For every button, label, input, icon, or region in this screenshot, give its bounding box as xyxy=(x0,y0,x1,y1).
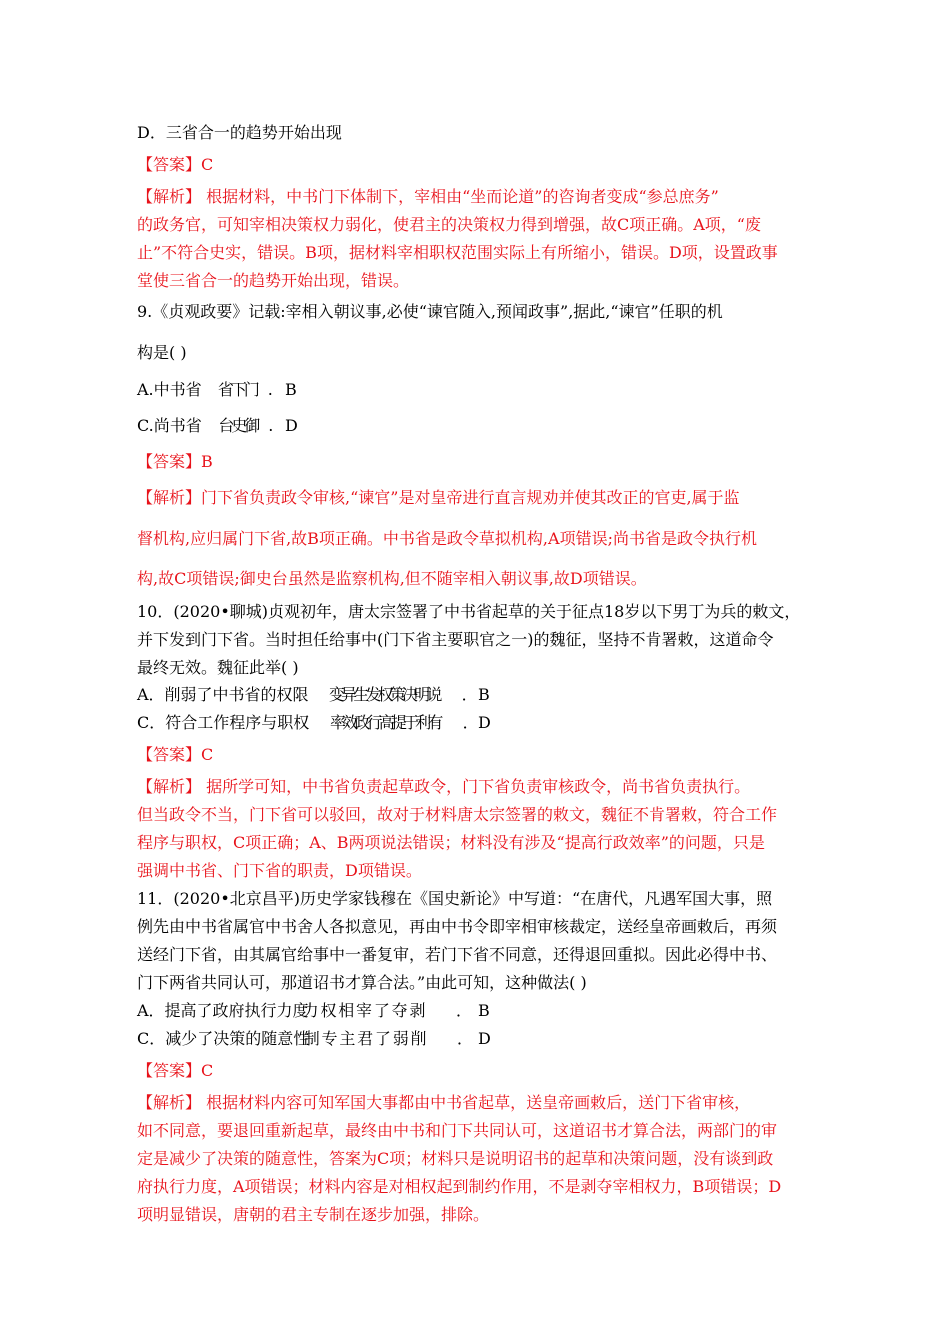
q9-option-c: C.尚书省 xyxy=(137,416,202,435)
q10-analysis-line: 程序与职权，C项正确；A、B两项说法错误；材料没有涉及“提高行政效率”的问题，只是 xyxy=(137,833,765,852)
q10-option-d xyxy=(478,713,950,733)
q11-stem-line: 例先由中书省属官中书舍人各拟意见，再由中书令即宰相审核裁定，送经皇帝画敕后，再须 xyxy=(137,917,778,936)
q8-analysis-line: 止”不符合史实，错误。B项，据材料宰相职权范围实际上有所缩小，错误。D项，设置政事 xyxy=(137,243,778,262)
q9-option-b xyxy=(285,380,950,400)
q11-analysis-line: 如不同意，要退回重新起草，最终由中书和门下共同认可，这道诏书才算合法，两部门的审 xyxy=(137,1121,778,1140)
q11-option-c: C．减少了决策的随意性 xyxy=(137,1029,310,1048)
q8-option-d: D．三省合一的趋势开始出现 xyxy=(137,123,342,142)
q9-stem-line: 9.《贞观政要》记载:宰相入朝议事,必使“谏官随入,预闻政事”,据此,“谏官”任职的机 xyxy=(137,302,723,321)
q11-analysis-line: 【解析】 根据材料内容可知军国大事都由中书省起草，送皇帝画敕后，送门下省审核， xyxy=(137,1093,751,1112)
q11-answer: 【答案】C xyxy=(137,1061,214,1080)
q11-analysis-line: 项明显错误，唐朝的君主专制在逐步加强，排除。 xyxy=(137,1205,490,1224)
q11-stem-line: 11．(2020•北京昌平)历史学家钱穆在《国史新论》中写道：“在唐代，凡遇军国大事，照 xyxy=(137,889,773,908)
q10-analysis-line: 强调中书省、门下省的职责，D项错误。 xyxy=(137,861,422,880)
q10-stem-line: 最终无效。魏征此举( ) xyxy=(137,658,299,677)
q9-option-d xyxy=(285,416,950,436)
q10-analysis-line: 【解析】 据所学可知，中书省负责起草政令，门下省负责审核政令，尚书省负责执行。 xyxy=(137,777,751,796)
q11-option-d xyxy=(478,1029,950,1049)
q10-analysis-line: 但当政令不当，门下省可以驳回，故对于材料唐太宗签署的敕文，魏征不肯署敕，符合工作 xyxy=(137,805,778,824)
q11-stem-line: 送经门下省，由其属官给事中一番复审，若门下省不同意，还得退回重拟。因此必得中书、 xyxy=(137,945,778,964)
q8-answer: 【答案】C xyxy=(137,155,214,174)
q10-option-c: C．符合工作程序与职权 xyxy=(137,713,310,732)
q11-option-b xyxy=(478,1001,950,1021)
q8-analysis-line: 堂使三省合一的趋势开始出现，错误。 xyxy=(137,271,410,290)
q11-stem-line: 门下两省共同认可，那道诏书才算合法。”由此可知，这种做法( ) xyxy=(137,973,587,992)
q10-answer: 【答案】C xyxy=(137,745,214,764)
q9-analysis-line: 督机构,应归属门下省,故B项正确。中书省是政令草拟机构,A项错误;尚书省是政令执行机 xyxy=(137,529,757,548)
q9-answer: 【答案】B xyxy=(137,452,213,471)
q10-stem-line: 10．(2020•聊城)贞观初年，唐太宗签署了中书省起草的关于征点18岁以下男丁为兵的敕文， xyxy=(137,602,801,621)
q11-analysis-line: 定是减少了决策的随意性，答案为C项；材料只是说明诏书的起草和决策问题，没有谈到政 xyxy=(137,1149,774,1168)
q9-analysis-line: 构,故C项错误;御史台虽然是监察机构,但不随宰相入朝议事,故D项错误。 xyxy=(137,569,647,588)
q9-option-a: A.中书省 xyxy=(137,380,202,399)
q10-stem-line: 并下发到门下省。当时担任给事中(门下省主要职官之一)的魏征，坚持不肯署敕，这道命令 xyxy=(137,630,774,649)
q10-option-b xyxy=(478,685,950,705)
q9-analysis-line: 【解析】门下省负责政令审核,“谏官”是对皇帝进行直言规劝并使其改正的官吏,属于监 xyxy=(137,488,740,507)
q10-option-a: A．削弱了中书省的权限 xyxy=(137,685,309,704)
q8-analysis-line: 的政务官，可知宰相决策权力弱化，使君主的决策权力得到增强，故C项正确。A项，“废 xyxy=(137,215,761,234)
q11-option-a: A．提高了政府执行力度 xyxy=(137,1001,309,1020)
q11-analysis-line: 府执行力度，A项错误；材料内容是对相权起到制约作用，不是剥夺宰相权力，B项错误；D xyxy=(137,1177,782,1196)
q8-analysis-line: 【解析】 根据材料，中书门下体制下，宰相由“坐而论道”的咨询者变成“参总庶务” xyxy=(137,187,719,206)
q9-stem-line: 构是( ) xyxy=(137,343,187,362)
